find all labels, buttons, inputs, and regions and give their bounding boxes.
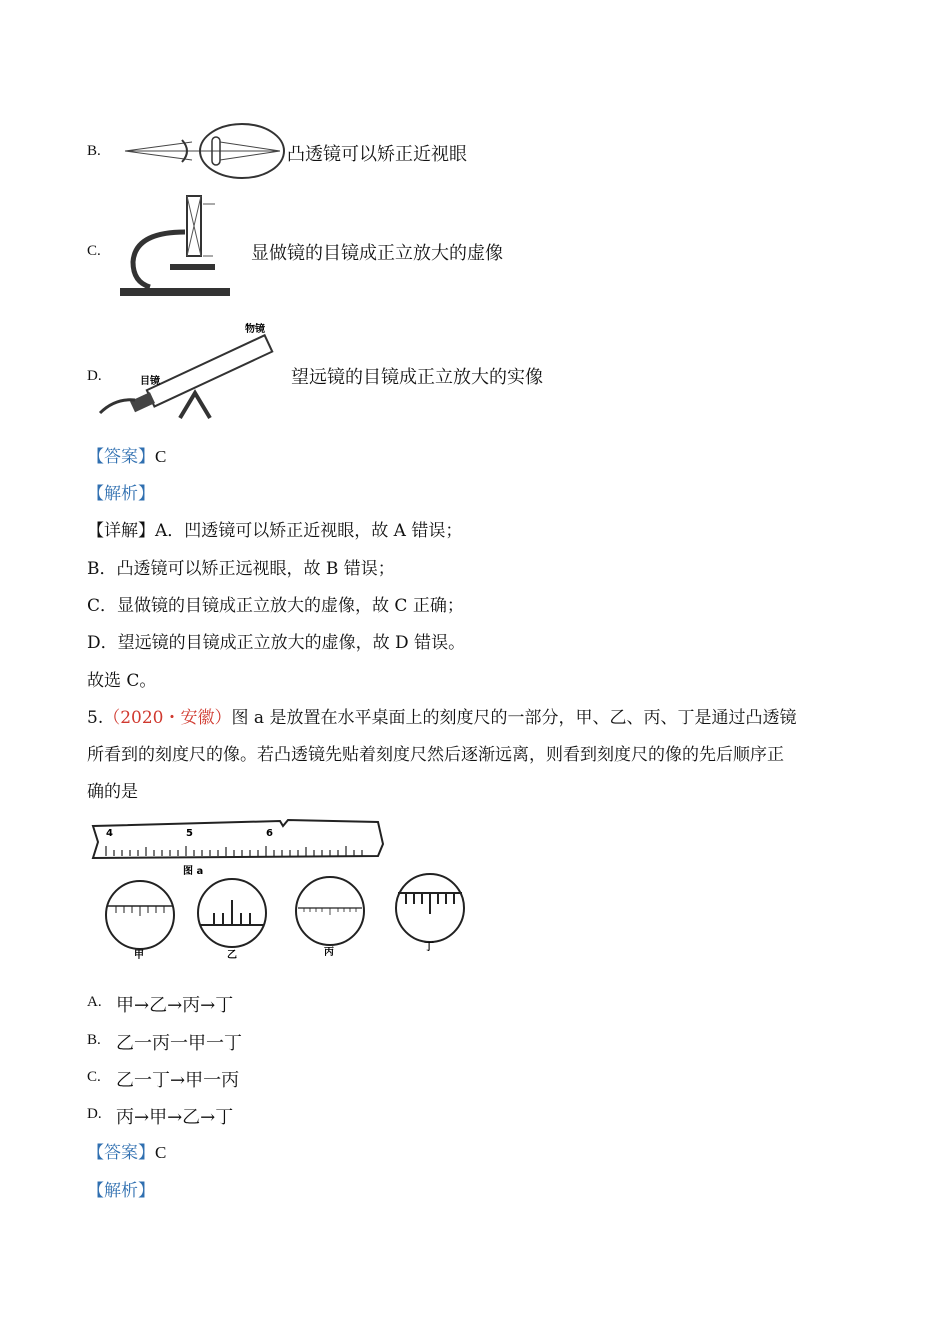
option-b-text: 凸透镜可以矫正近视眼	[287, 144, 467, 165]
q4-detail-line-2: B．凸透镜可以矫正远视眼，故 B 错误；	[87, 559, 395, 579]
ruler-mark-5: 5	[186, 828, 193, 839]
option-b-letter: B.	[87, 143, 101, 159]
q5-stem-line-3: 确的是	[87, 782, 138, 802]
option-c-text: 显做镜的目镜成正立放大的虚像	[251, 243, 503, 264]
q4-analysis: 【解析】	[87, 484, 155, 504]
option-c-letter: C.	[87, 243, 101, 259]
svg-text:乙: 乙	[227, 950, 237, 961]
q4-detail-line-5: 故选 C。	[87, 671, 157, 691]
q4-answer: 【答案】C	[87, 447, 167, 467]
q5-option-d-letter: D.	[87, 1106, 102, 1122]
q5-answer: 【答案】C	[87, 1143, 167, 1163]
ruler-figure	[88, 818, 468, 961]
option-d-text: 望远镜的目镜成正立放大的实像	[291, 367, 543, 388]
q5-analysis: 【解析】	[87, 1181, 155, 1201]
q5-option-a-letter: A.	[87, 994, 102, 1010]
objective-label: 物镜	[245, 324, 265, 335]
q5-option-b-text: 乙一丙一甲一丁	[116, 1033, 242, 1054]
q4-detail-line-3: C．显做镜的目镜成正立放大的虚像，故 C 正确；	[87, 596, 464, 616]
q5-stem-line-2: 所看到的刻度尺的像。若凸透镜先贴着刻度尺然后逐渐远离，则看到刻度尺的像的先后顺序正	[87, 745, 784, 765]
q5-option-d-text: 丙→甲→乙→丁	[116, 1107, 234, 1128]
lens-view-yi	[198, 879, 266, 961]
option-d-letter: D.	[87, 368, 102, 384]
q5-option-c-text: 乙一丁→甲一丙	[116, 1070, 240, 1091]
ruler-mark-4: 4	[106, 828, 113, 839]
lens-view-bing	[296, 877, 364, 958]
q5-stem-line-1: 5.（2020・安徽）图 a 是放置在水平桌面上的刻度尺的一部分，甲、乙、丙、丁是通过凸透镜	[87, 708, 797, 728]
svg-text:丙: 丙	[324, 947, 334, 958]
svg-text:甲: 甲	[134, 950, 144, 961]
svg-text:丁: 丁	[424, 942, 434, 953]
ruler-caption: 图 a	[183, 866, 204, 877]
q5-option-a-text: 甲→乙→丙→丁	[116, 995, 234, 1016]
q5-option-b-letter: B.	[87, 1032, 101, 1048]
microscope-figure	[115, 192, 255, 300]
telescope-figure	[95, 318, 280, 418]
eyepiece-label: 目镜	[140, 376, 160, 387]
lens-view-jia	[106, 881, 174, 961]
lens-view-ding	[396, 874, 464, 953]
q4-detail-line-4: D．望远镜的目镜成正立放大的虚像，故 D 错误。	[87, 633, 466, 653]
q4-detail-line-1: 【详解】A．凹透镜可以矫正近视眼，故 A 错误；	[87, 521, 463, 541]
ruler-mark-6: 6	[266, 828, 273, 839]
q5-option-c-letter: C.	[87, 1069, 101, 1085]
eye-lens-figure	[120, 120, 285, 180]
